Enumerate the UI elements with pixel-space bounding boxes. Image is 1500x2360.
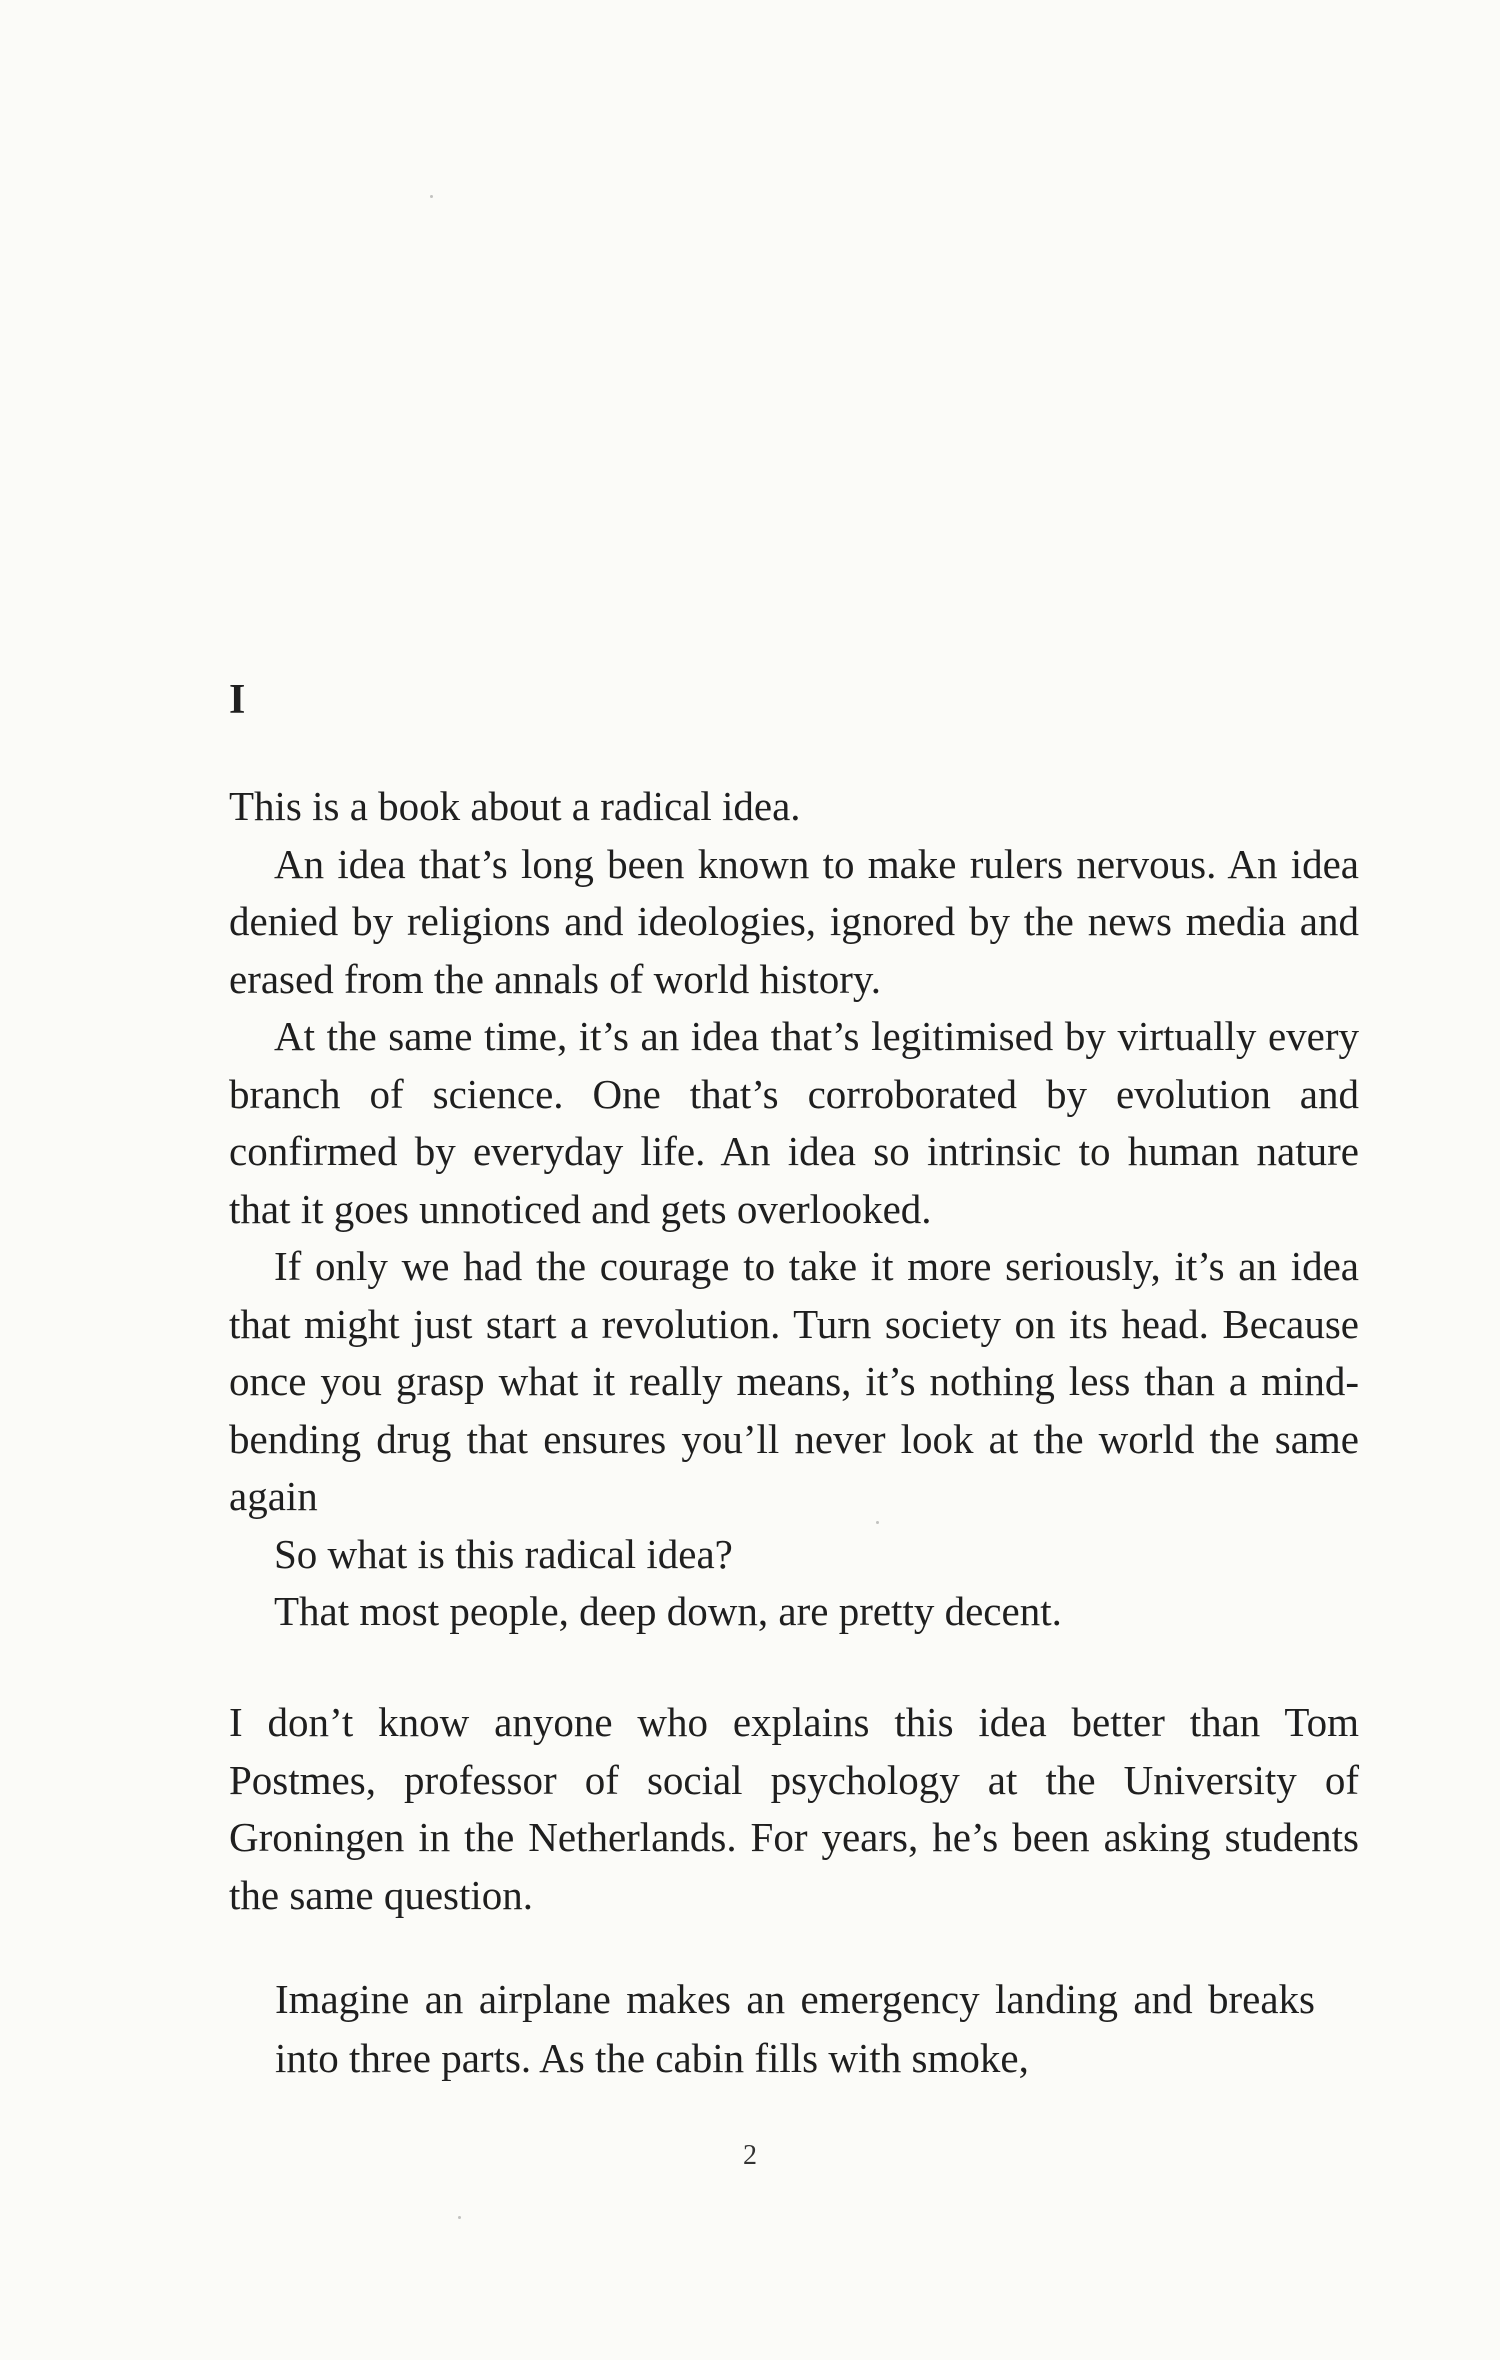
paragraph-postmes: I don’t know anyone who explains this idea better than Tom Postmes, professor of social psychology at the University of Groningen in the Netherlands. For years, he’s been asking students the same question. — [229, 1699, 1359, 1918]
airplane-scenario-quote — [275, 1970, 1315, 2088]
paragraph-airplane: Imagine an airplane makes an emergency landing and breaks into three parts. As the cabin fills with smoke, — [275, 1976, 1315, 2081]
paragraph-question: So what is this radical idea? — [274, 1530, 733, 1577]
paragraph-revolution: If only we had the courage to take it more seriously, it’s an idea that might just start a revolution. Turn society on its head. Because once you grasp what it really means, it’s nothing less than a mind-bending drug that ensures you’ll never look at the world the same again — [229, 1243, 1359, 1519]
postmes-section — [229, 1694, 1359, 1924]
paper-speck — [876, 1521, 879, 1524]
paragraph-science: At the same time, it’s an idea that’s legitimised by virtually every branch of science. One that’s corroborated by evolution and confirmed by everyday life. An idea so intrinsic to human nature that it goes unnoticed and gets overlooked. — [229, 1013, 1359, 1232]
paper-speck — [430, 195, 433, 198]
paragraph-rulers-nervous: An idea that’s long been known to make rulers nervous. An idea denied by religions and ideologies, ignored by the news media and erased from the annals of world history. — [229, 840, 1359, 1002]
paper-speck — [458, 2216, 461, 2219]
paragraph-answer: That most people, deep down, are pretty decent. — [274, 1588, 1062, 1634]
chapter-number: I — [229, 677, 246, 723]
paragraph-radical-idea: This is a book about a radical idea. — [229, 783, 801, 829]
intro-text — [229, 778, 1359, 1641]
page-number: 2 — [743, 2140, 757, 2171]
